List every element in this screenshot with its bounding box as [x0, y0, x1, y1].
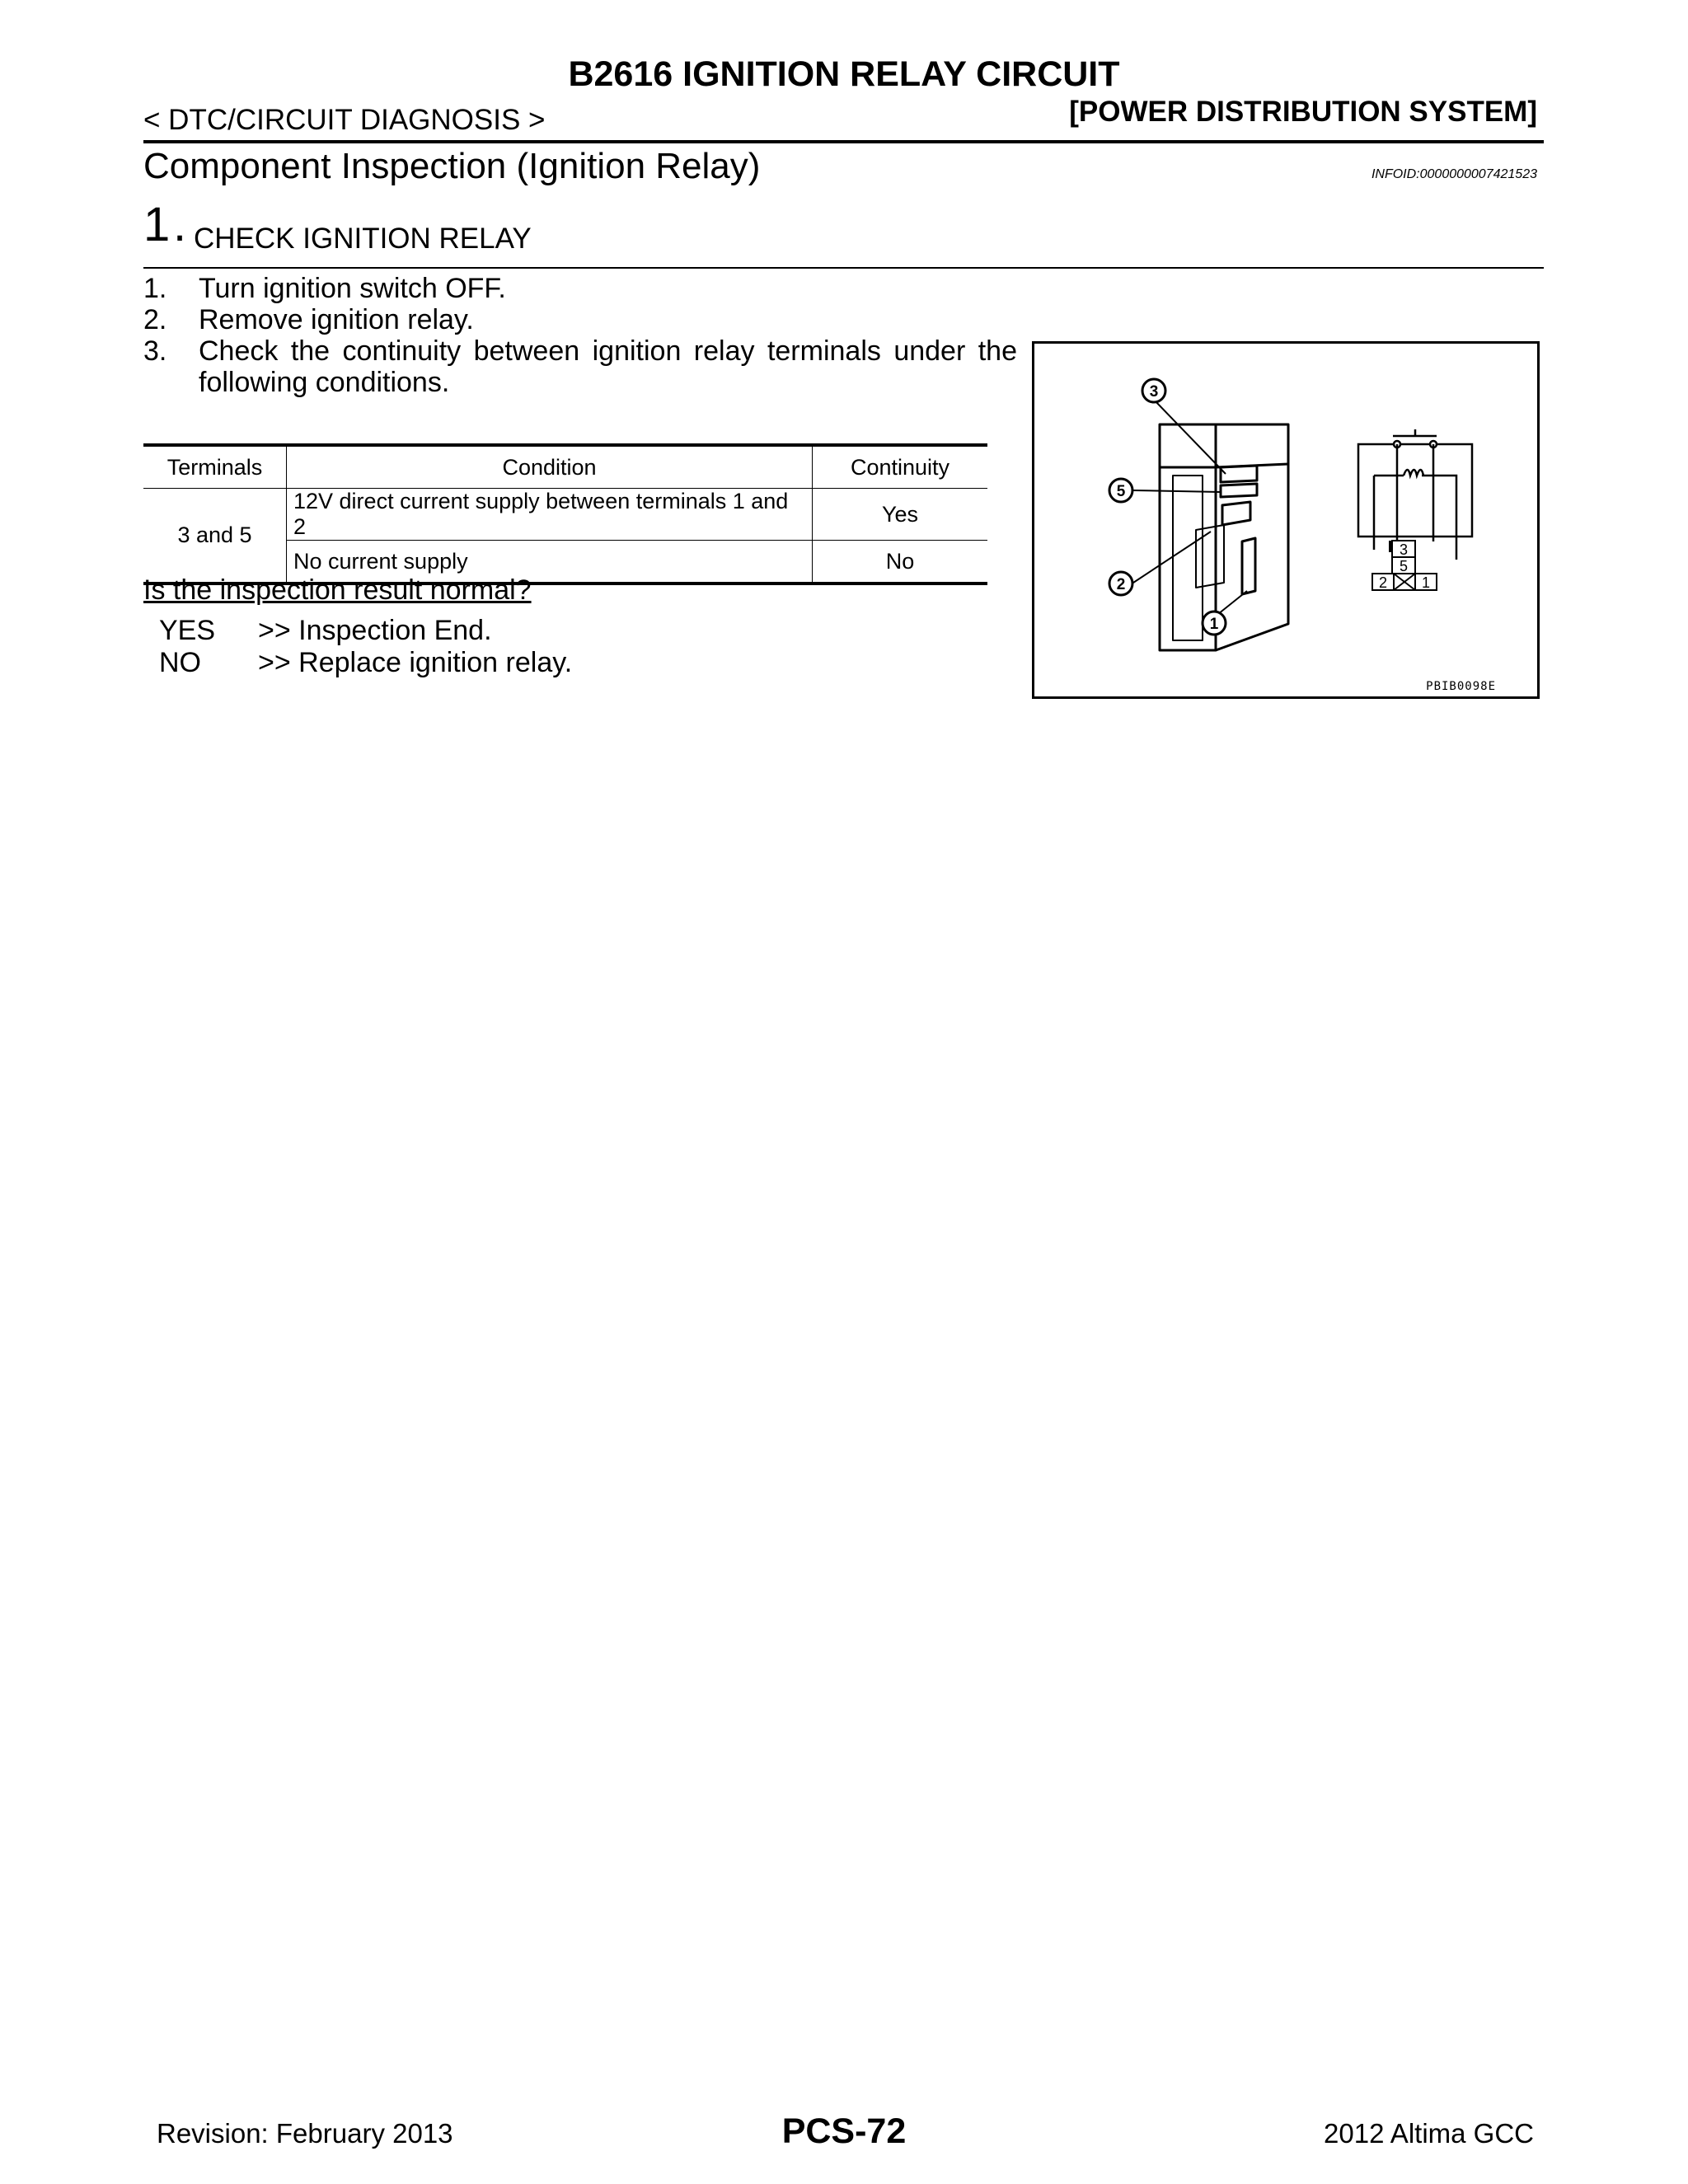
- table-header-terminals: Terminals: [143, 445, 287, 489]
- instruction-list: [143, 273, 1017, 398]
- table-cell-condition: No current supply: [287, 541, 813, 584]
- terminal-label-1: 1: [1421, 574, 1431, 591]
- instruction-item: [143, 335, 1017, 398]
- coil-symbol: [1404, 470, 1423, 476]
- callout-1: 1: [1209, 616, 1219, 633]
- table-header-condition: Condition: [287, 445, 813, 489]
- table-cell-continuity: Yes: [813, 489, 988, 541]
- instruction-number: 1.: [143, 273, 167, 304]
- section-title: Component Inspection (Ignition Relay): [143, 146, 761, 186]
- answer-yes-key: YES: [159, 615, 216, 646]
- schematic-outline: [1358, 444, 1472, 537]
- header-rule: [143, 140, 1544, 143]
- relay-figure: [1032, 341, 1540, 699]
- terminal-2-blade: [1222, 502, 1250, 525]
- table-cell-continuity: No: [813, 541, 988, 584]
- continuity-table: [143, 443, 987, 585]
- breadcrumb: < DTC/CIRCUIT DIAGNOSIS >: [143, 104, 546, 136]
- instruction-text: Turn ignition switch OFF.: [199, 273, 506, 304]
- terminal-1-blade: [1242, 538, 1255, 594]
- callout-2: 2: [1116, 576, 1126, 593]
- instruction-item: [143, 273, 1017, 304]
- table-header-continuity: Continuity: [813, 445, 988, 489]
- terminal-label-5: 5: [1399, 558, 1409, 574]
- info-id: INFOID:0000000007421523: [1371, 167, 1537, 181]
- instruction-text: Check the continuity between ignition relay terminals under the following conditions.: [199, 335, 1017, 398]
- system-label: [POWER DISTRIBUTION SYSTEM]: [1069, 96, 1537, 128]
- footer-model: 2012 Altima GCC: [1324, 2118, 1534, 2149]
- answer-no-key: NO: [159, 647, 201, 678]
- step-number: 1: [143, 198, 171, 251]
- instruction-item: [143, 304, 1017, 335]
- step-rule: [143, 267, 1544, 269]
- table-cell-terminals: 3 and 5: [143, 489, 287, 584]
- terminal-label-2: 2: [1378, 574, 1388, 591]
- footer-page-number: PCS-72: [781, 2111, 907, 2151]
- terminal-3-blade: [1221, 466, 1257, 482]
- terminal-label-3: 3: [1399, 541, 1409, 558]
- answer-no-text: >> Replace ignition relay.: [258, 647, 573, 678]
- answer-yes-text: >> Inspection End.: [258, 615, 492, 646]
- callout-3: 3: [1149, 383, 1159, 401]
- step-number-dot: .: [173, 198, 187, 251]
- table-cell-condition: 12V direct current supply between terminals 1 and 2: [287, 489, 813, 541]
- relay-top-edge: [1216, 424, 1288, 467]
- instruction-number: 2.: [143, 304, 167, 335]
- terminal-5-blade: [1221, 484, 1257, 497]
- callout-5: 5: [1116, 483, 1126, 500]
- footer-revision: Revision: February 2013: [157, 2118, 453, 2149]
- relay-illustration: [1034, 344, 1537, 696]
- relay-top-face: [1160, 424, 1216, 467]
- step-title: CHECK IGNITION RELAY: [194, 223, 532, 255]
- instruction-text: Remove ignition relay.: [199, 304, 474, 335]
- figure-code: PBIB0098E: [1426, 680, 1496, 693]
- result-question: Is the inspection result normal?: [143, 574, 532, 606]
- page-title: B2616 IGNITION RELAY CIRCUIT: [568, 54, 1120, 94]
- table-row: [143, 489, 987, 541]
- instruction-number: 3.: [143, 335, 167, 367]
- table-header-row: [143, 445, 987, 489]
